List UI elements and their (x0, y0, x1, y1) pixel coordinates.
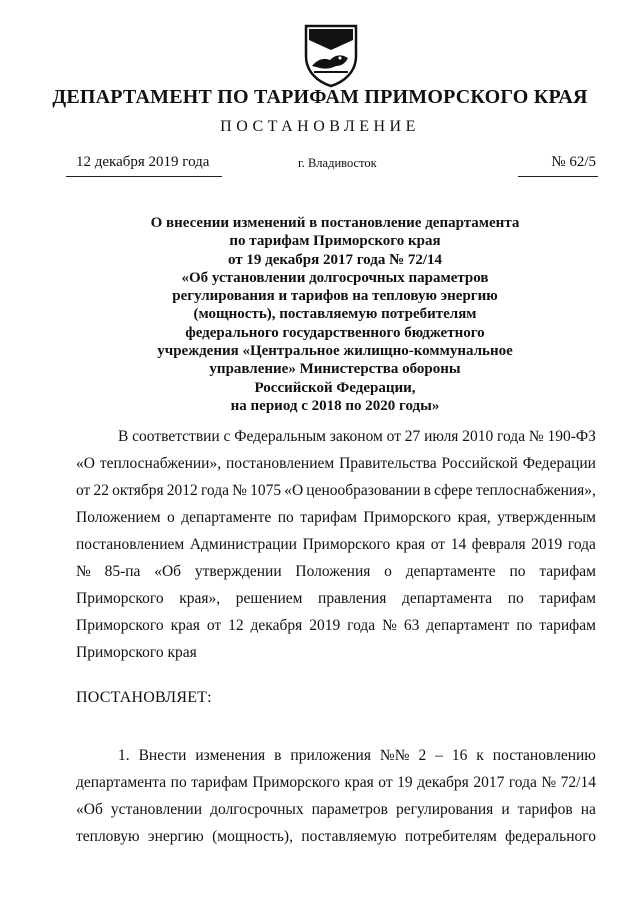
word: Федерации (522, 455, 596, 472)
word: Приморского (76, 590, 164, 607)
word: по (507, 590, 524, 607)
word: июля (424, 428, 459, 445)
word: 1. (118, 747, 130, 764)
preamble-line (76, 531, 596, 558)
department-title: ДЕПАРТАМЕНТ ПО ТАРИФАМ ПРИМОРСКОГО КРАЯ (52, 86, 588, 108)
word: тарифам (191, 774, 248, 791)
word: «О (284, 482, 304, 499)
word: 2019 (531, 536, 563, 553)
word: края, (457, 509, 491, 526)
word: сфере (434, 482, 473, 499)
item-line (76, 742, 596, 769)
word: утвержденным (497, 509, 596, 526)
date-underline (66, 176, 222, 177)
word: Приморского (252, 774, 340, 791)
word: правления (318, 590, 387, 607)
word: 72/14 (560, 774, 596, 791)
word: 12 (228, 617, 244, 634)
word: регулирования (395, 801, 494, 818)
word: 63 (403, 617, 420, 634)
preamble-line (76, 477, 596, 504)
word: Российской (441, 455, 518, 472)
word: теплоснабжения», (475, 482, 596, 499)
word: долгосрочных (210, 801, 304, 818)
word: № (232, 482, 247, 499)
word: по (509, 563, 526, 580)
word: тепловую (76, 828, 140, 845)
word: в (274, 747, 282, 764)
word: по (277, 509, 294, 526)
heading-line: от 19 декабря 2017 года № 72/14 (227, 251, 443, 268)
preamble-paragraph (76, 423, 596, 666)
word: с (223, 428, 231, 445)
word: соответствии (132, 428, 220, 445)
word: края (395, 536, 426, 553)
word: Положением (76, 509, 161, 526)
word: 2019 (309, 617, 341, 634)
word: теплоснабжении», (99, 455, 222, 472)
heading-line: учреждения «Центральное жилищно-коммунальное (157, 343, 513, 360)
word: края (344, 774, 374, 791)
word: года (497, 428, 526, 445)
word: от (206, 617, 222, 634)
document-heading (100, 214, 570, 415)
word: года (508, 774, 537, 791)
word: тарифам (539, 617, 596, 634)
heading-line: О внесении изменений в постановление департамента (150, 215, 520, 231)
document-city: г. Владивосток (298, 156, 377, 170)
document-type: ПОСТАНОВЛЕНИЕ (220, 118, 420, 135)
word: постановлением (76, 536, 185, 553)
document-date: 12 декабря 2019 года (76, 154, 210, 170)
word: потребителям (404, 828, 497, 845)
item-line (76, 823, 596, 850)
word: Федеральным (234, 428, 326, 445)
item-line (76, 769, 596, 796)
word: края (170, 617, 200, 634)
document-number: № 62/5 (551, 154, 596, 170)
word: «О (76, 455, 95, 472)
word: тарифам (539, 563, 596, 580)
word: департаменте (405, 563, 496, 580)
word: от (76, 482, 91, 499)
word: края», (179, 590, 221, 607)
word: 1075 (250, 482, 282, 499)
word: приложения (290, 747, 371, 764)
word: департаменте (181, 509, 272, 526)
word: 19 (397, 774, 413, 791)
coat-of-arms-icon (300, 20, 362, 88)
word: года (567, 536, 596, 553)
word: Правительства (339, 455, 437, 472)
heading-line: «Об установлении долгосрочных параметров (181, 269, 489, 286)
word: № (528, 428, 544, 445)
word: Внести (138, 747, 187, 764)
heading-line: на период с 2018 по 2020 годы» (230, 397, 440, 414)
word: к (476, 747, 484, 764)
word: № (76, 563, 91, 580)
heading-line: федерального государственного бюджетного (185, 324, 485, 341)
word: № (382, 617, 397, 634)
word: Администрации (189, 536, 297, 553)
word: (мощность), (212, 828, 293, 845)
resolve-heading: ПОСТАНОВЛЯЕТ: (76, 689, 212, 706)
word: февраля (471, 536, 526, 553)
word: и (501, 801, 510, 818)
item-line (76, 796, 596, 823)
word: Приморского (76, 617, 164, 634)
preamble-line (76, 612, 596, 639)
word: 27 (404, 428, 421, 445)
word: Положения (295, 563, 371, 580)
word: о (384, 563, 392, 580)
word: от (378, 774, 393, 791)
word: постановлению (492, 747, 596, 764)
word: 2 (418, 747, 427, 764)
word: года (200, 482, 229, 499)
word: октября (112, 482, 164, 499)
word: тарифам (300, 509, 357, 526)
preamble-line (76, 558, 596, 585)
word: параметров (311, 801, 388, 818)
word: тарифов (517, 801, 573, 818)
word: 2010 (462, 428, 494, 445)
word: департамент (426, 617, 510, 634)
word: утверждении (194, 563, 282, 580)
preamble-line (76, 504, 596, 531)
word: года (347, 617, 376, 634)
word: законом (329, 428, 383, 445)
preamble-line (76, 585, 596, 612)
word: 190-ФЗ (547, 428, 596, 445)
word: в (423, 482, 431, 499)
number-underline (518, 176, 598, 177)
word: изменения (195, 747, 266, 764)
word: 22 (93, 482, 109, 499)
word: 2017 (473, 774, 505, 791)
word: решением (235, 590, 303, 607)
word: декабря (250, 617, 303, 634)
preamble-last-line: Приморского края (76, 644, 197, 661)
word: по (516, 617, 533, 634)
word: 14 (450, 536, 467, 553)
word: – (435, 747, 443, 764)
word: декабря (417, 774, 469, 791)
word: от (386, 428, 401, 445)
preamble-line (76, 450, 596, 477)
word: на (580, 801, 596, 818)
word: от (430, 536, 446, 553)
item-1-paragraph (76, 742, 596, 850)
word: 85-па (104, 563, 141, 580)
word: энергию (147, 828, 204, 845)
heading-line: по тарифам Приморского края (229, 233, 441, 250)
word: постановлением (225, 455, 335, 472)
word: федерального (505, 828, 596, 845)
word: тарифам (539, 590, 596, 607)
word: установлении (110, 801, 203, 818)
word: Приморского (363, 509, 452, 526)
word: №№ (379, 747, 410, 764)
heading-line: Российской Федерации, (254, 379, 416, 396)
word: департамента (76, 774, 167, 791)
word: по (170, 774, 187, 791)
preamble-line (76, 423, 596, 450)
word: ценообразовании (306, 482, 421, 499)
word: департамента (402, 590, 493, 607)
word: № (541, 774, 557, 791)
word: «Об (154, 563, 182, 580)
word: 16 (451, 747, 468, 764)
heading-line: регулирования и тарифов на тепловую энергию (172, 288, 498, 305)
word: поставляемую (301, 828, 397, 845)
word: Приморского (302, 536, 391, 553)
heading-line: управление» Министерства обороны (209, 361, 461, 378)
word: 2012 (166, 482, 198, 499)
heading-line: (мощность), поставляемую потребителям (193, 306, 477, 323)
word: В (118, 428, 129, 445)
word: о (167, 509, 175, 526)
word: «Об (76, 801, 103, 818)
